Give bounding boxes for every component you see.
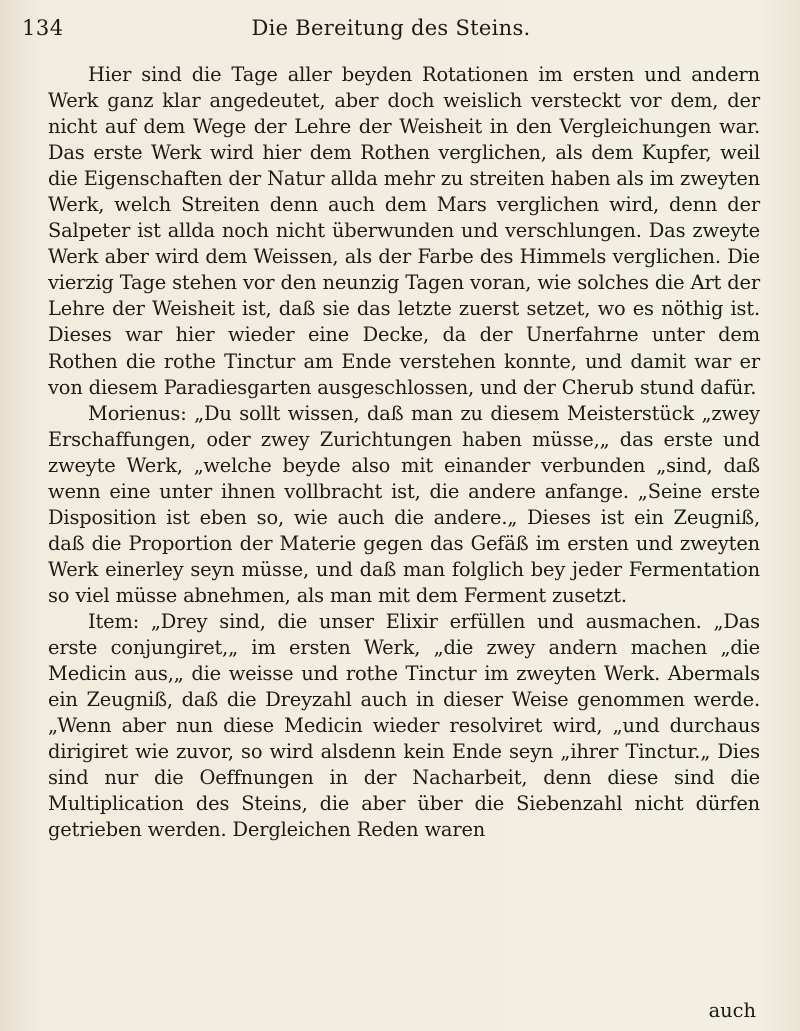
running-head: Die Bereitung des Steins. — [251, 16, 531, 40]
page-header — [22, 12, 760, 46]
catchword: auch — [708, 999, 756, 1022]
body-text — [48, 62, 760, 843]
paragraph-rotations: Hier sind die Tage aller beyden Rotationen im ersten und andern Werk ganz klar angedeutet, aber doch weislich versteckt vor dem, der nicht auf dem Wege der Lehre der Weisheit in den Vergleichungen war. Das erste Werk wird hier dem Rothen verglichen, als dem Kupfer, weil die Eigenschaften der Natur allda mehr zu streiten haben als im zweyten Werk, welch Streiten denn auch dem Mars verglichen wird, denn der Salpeter ist allda noch nicht überwunden und verschlungen. Das zweyte Werk aber wird dem Weissen, als der Farbe des Himmels verglichen. Die vierzig Tage stehen vor den neunzig Tagen voran, wie solches die Art der Lehre der Weisheit ist, daß sie das letzte zuerst setzet, wo es nöthig ist. Dieses war hier wieder eine Decke, da der Unerfahrne unter dem Rothen die rothe Tinctur am Ende verstehen konnte, und damit war er von diesem Paradiesgarten ausgeschlossen, und der Cherub stund dafür. — [48, 63, 760, 399]
paragraph-item: Item: „Drey sind, die unser Elixir erfüllen und ausmachen. „Das erste conjungiret,„ im ersten Werk, „die zwey andern machen „die Medicin aus,„ die weisse und rothe Tinctur im zweyten Werk. Abermals ein Zeugniß, daß die Dreyzahl auch in dieser Weise genommen werde. „Wenn aber nun diese Medicin wieder resolviret wird, „und durchaus dirigiret wie zuvor, so wird alsdenn kein Ende seyn „ihrer Tinctur.„ Dies sind nur die Oeffnungen in der Nacharbeit, denn diese sind die Multiplication des Steins, die aber über die Siebenzahl nicht dürfen getrieben werden. Dergleichen Reden waren — [48, 609, 760, 842]
page-number: 134 — [22, 16, 64, 40]
paragraph-morienus: Morienus: „Du sollt wissen, daß man zu diesem Meisterstück „zwey Erschaffungen, oder zwey Zurichtungen haben müsse,„ das erste und zweyte Werk, „welche beyde also mit einander verbunden „sind, daß wenn eine unter ihnen vollbracht ist, die andere anfange. „Seine erste Disposition ist eben so, wie auch die andere.„ Dieses ist ein Zeugniß, daß die Proportion der Materie gegen das Gefäß im ersten und zweyten Werk einerley seyn müsse, und daß man folglich bey jeder Fermentation so viel müsse abnehmen, als man mit dem Ferment zusetzt. — [48, 401, 760, 607]
